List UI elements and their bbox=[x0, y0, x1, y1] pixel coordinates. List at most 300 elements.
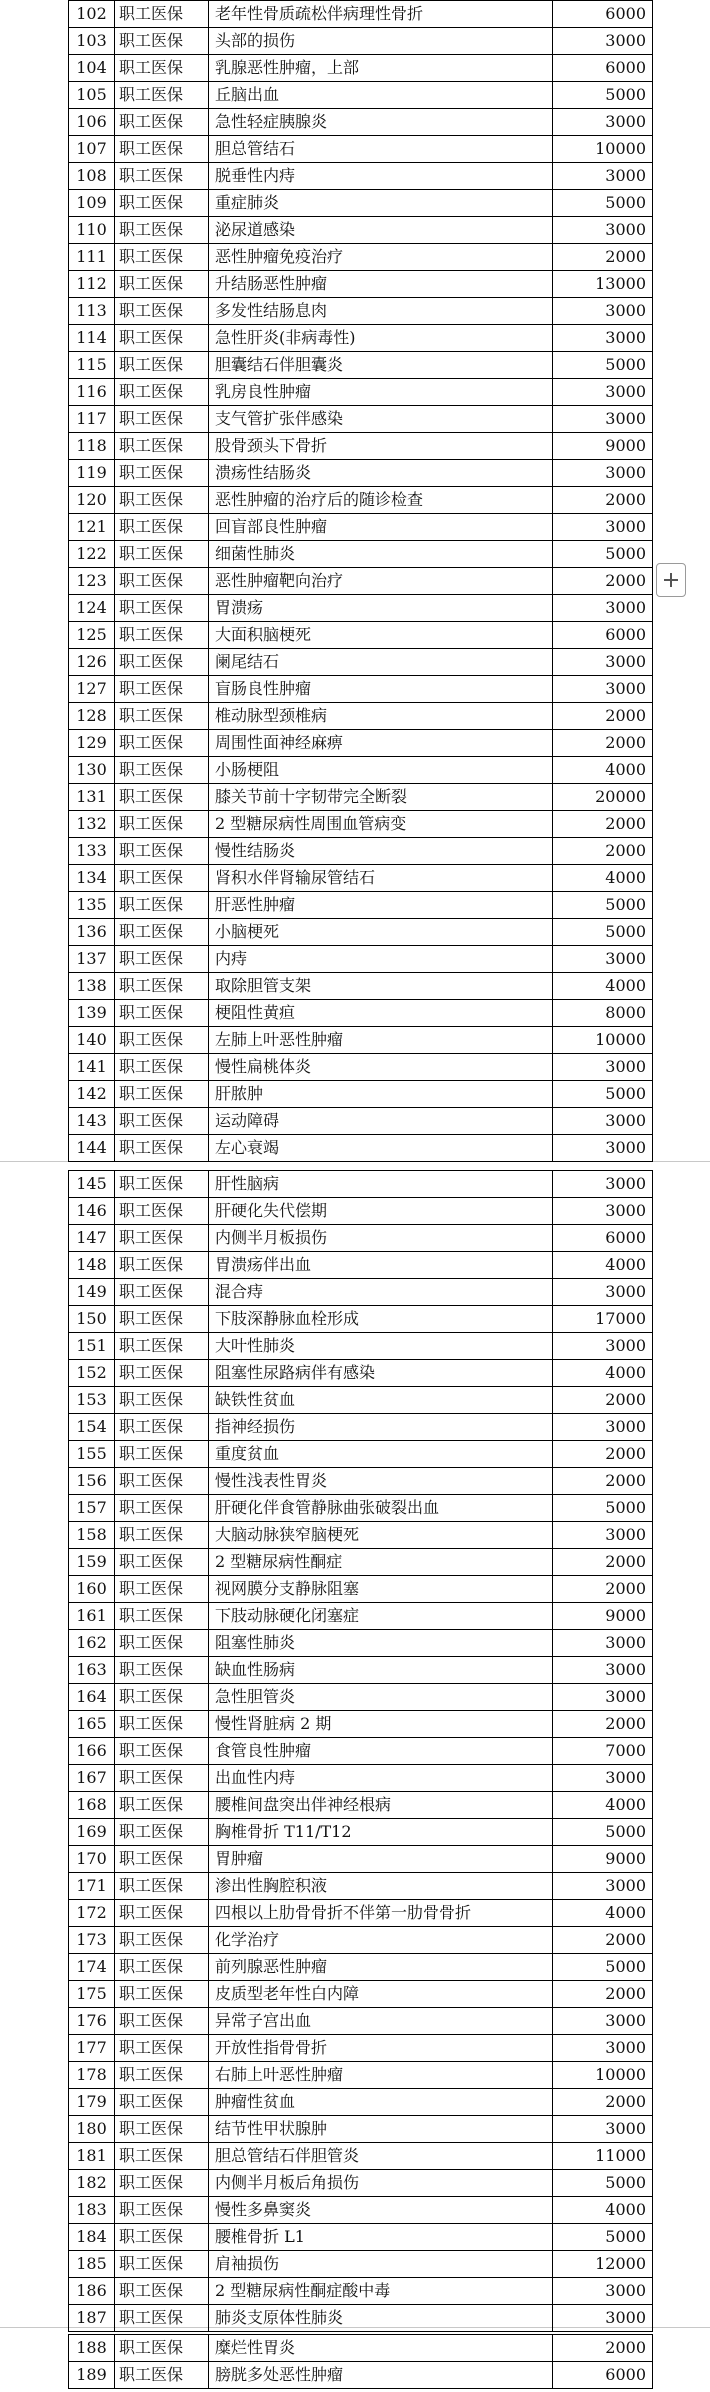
disease-name-cell: 胃溃疡 bbox=[209, 595, 553, 622]
insurance-type-cell: 职工医保 bbox=[115, 190, 209, 217]
row-number: 109 bbox=[69, 190, 115, 217]
amount-cell: 20000 bbox=[553, 784, 653, 811]
disease-name-cell: 肾积水伴肾输尿管结石 bbox=[209, 865, 553, 892]
table-row bbox=[69, 1027, 653, 1054]
insurance-type-cell: 职工医保 bbox=[115, 946, 209, 973]
disease-name-cell: 慢性浅表性胃炎 bbox=[209, 1468, 553, 1495]
insurance-type-cell: 职工医保 bbox=[115, 325, 209, 352]
amount-cell: 7000 bbox=[553, 1738, 653, 1765]
row-number: 150 bbox=[69, 1306, 115, 1333]
table-row bbox=[69, 1711, 653, 1738]
row-number: 124 bbox=[69, 595, 115, 622]
insurance-type-cell: 职工医保 bbox=[115, 1576, 209, 1603]
disease-name-cell: 2 型糖尿病性酮症 bbox=[209, 1549, 553, 1576]
amount-cell: 9000 bbox=[553, 1603, 653, 1630]
row-number: 116 bbox=[69, 379, 115, 406]
row-number: 175 bbox=[69, 1981, 115, 2008]
amount-cell: 2000 bbox=[553, 2335, 653, 2362]
insurance-type-cell: 职工医保 bbox=[115, 1603, 209, 1630]
cost-table bbox=[68, 1170, 653, 2332]
row-number: 167 bbox=[69, 1765, 115, 1792]
disease-name-cell: 2 型糖尿病性周围血管病变 bbox=[209, 811, 553, 838]
amount-cell: 3000 bbox=[553, 1333, 653, 1360]
insurance-type-cell: 职工医保 bbox=[115, 541, 209, 568]
disease-name-cell: 支气管扩张伴感染 bbox=[209, 406, 553, 433]
amount-cell: 4000 bbox=[553, 2197, 653, 2224]
amount-cell: 9000 bbox=[553, 433, 653, 460]
table-row bbox=[69, 1522, 653, 1549]
disease-name-cell: 乳腺恶性肿瘤，上部 bbox=[209, 55, 553, 82]
row-number: 160 bbox=[69, 1576, 115, 1603]
table-row bbox=[69, 1981, 653, 2008]
disease-name-cell: 阑尾结石 bbox=[209, 649, 553, 676]
insurance-type-cell: 职工医保 bbox=[115, 1135, 209, 1162]
row-number: 121 bbox=[69, 514, 115, 541]
insurance-type-cell: 职工医保 bbox=[115, 136, 209, 163]
insurance-type-cell: 职工医保 bbox=[115, 973, 209, 1000]
table-row bbox=[69, 82, 653, 109]
disease-name-cell: 肝恶性肿瘤 bbox=[209, 892, 553, 919]
row-number: 187 bbox=[69, 2305, 115, 2332]
insurance-type-cell: 职工医保 bbox=[115, 1333, 209, 1360]
amount-cell: 3000 bbox=[553, 1054, 653, 1081]
disease-name-cell: 取除胆管支架 bbox=[209, 973, 553, 1000]
amount-cell: 3000 bbox=[553, 1630, 653, 1657]
row-number: 127 bbox=[69, 676, 115, 703]
amount-cell: 6000 bbox=[553, 1, 653, 28]
table-row bbox=[69, 2035, 653, 2062]
amount-cell: 5000 bbox=[553, 1819, 653, 1846]
amount-cell: 4000 bbox=[553, 865, 653, 892]
table-row bbox=[69, 217, 653, 244]
insurance-type-cell: 职工医保 bbox=[115, 1738, 209, 1765]
table-row bbox=[69, 1387, 653, 1414]
insurance-type-cell: 职工医保 bbox=[115, 892, 209, 919]
amount-cell: 3000 bbox=[553, 2305, 653, 2332]
table-row bbox=[69, 460, 653, 487]
row-number: 143 bbox=[69, 1108, 115, 1135]
row-number: 102 bbox=[69, 1, 115, 28]
insurance-type-cell: 职工医保 bbox=[115, 1198, 209, 1225]
table-row bbox=[69, 1846, 653, 1873]
table-page-2 bbox=[68, 1170, 652, 2332]
row-number: 107 bbox=[69, 136, 115, 163]
amount-cell: 2000 bbox=[553, 1468, 653, 1495]
amount-cell: 2000 bbox=[553, 568, 653, 595]
disease-name-cell: 肿瘤性贫血 bbox=[209, 2089, 553, 2116]
disease-name-cell: 糜烂性胃炎 bbox=[209, 2335, 553, 2362]
amount-cell: 3000 bbox=[553, 109, 653, 136]
row-number: 171 bbox=[69, 1873, 115, 1900]
amount-cell: 17000 bbox=[553, 1306, 653, 1333]
insurance-type-cell: 职工医保 bbox=[115, 865, 209, 892]
row-number: 176 bbox=[69, 2008, 115, 2035]
amount-cell: 3000 bbox=[553, 1684, 653, 1711]
amount-cell: 5000 bbox=[553, 1954, 653, 1981]
row-number: 135 bbox=[69, 892, 115, 919]
table-row bbox=[69, 865, 653, 892]
disease-name-cell: 腰椎间盘突出伴神经根病 bbox=[209, 1792, 553, 1819]
row-number: 158 bbox=[69, 1522, 115, 1549]
insurance-type-cell: 职工医保 bbox=[115, 1927, 209, 1954]
disease-name-cell: 大面积脑梗死 bbox=[209, 622, 553, 649]
disease-name-cell: 急性肝炎(非病毒性) bbox=[209, 325, 553, 352]
insurance-type-cell: 职工医保 bbox=[115, 1360, 209, 1387]
table-row bbox=[69, 2062, 653, 2089]
insurance-type-cell: 职工医保 bbox=[115, 352, 209, 379]
table-row bbox=[69, 1279, 653, 1306]
row-number: 189 bbox=[69, 2362, 115, 2389]
insurance-type-cell: 职工医保 bbox=[115, 1387, 209, 1414]
amount-cell: 3000 bbox=[553, 1108, 653, 1135]
disease-name-cell: 食管良性肿瘤 bbox=[209, 1738, 553, 1765]
amount-cell: 2000 bbox=[553, 1981, 653, 2008]
amount-cell: 3000 bbox=[553, 2008, 653, 2035]
amount-cell: 5000 bbox=[553, 1081, 653, 1108]
amount-cell: 3000 bbox=[553, 2278, 653, 2305]
disease-name-cell: 内侧半月板后角损伤 bbox=[209, 2170, 553, 2197]
row-number: 173 bbox=[69, 1927, 115, 1954]
row-number: 155 bbox=[69, 1441, 115, 1468]
insurance-type-cell: 职工医保 bbox=[115, 1549, 209, 1576]
insurance-type-cell: 职工医保 bbox=[115, 460, 209, 487]
plus-icon bbox=[663, 572, 679, 588]
insurance-type-cell: 职工医保 bbox=[115, 838, 209, 865]
amount-cell: 2000 bbox=[553, 811, 653, 838]
row-number: 134 bbox=[69, 865, 115, 892]
amount-cell: 3000 bbox=[553, 1657, 653, 1684]
table-row bbox=[69, 973, 653, 1000]
disease-name-cell: 多发性结肠息肉 bbox=[209, 298, 553, 325]
disease-name-cell: 盲肠良性肿瘤 bbox=[209, 676, 553, 703]
table-row bbox=[69, 1495, 653, 1522]
row-number: 140 bbox=[69, 1027, 115, 1054]
disease-name-cell: 右肺上叶恶性肿瘤 bbox=[209, 2062, 553, 2089]
amount-cell: 5000 bbox=[553, 352, 653, 379]
amount-cell: 3000 bbox=[553, 2035, 653, 2062]
row-number: 172 bbox=[69, 1900, 115, 1927]
disease-name-cell: 泌尿道感染 bbox=[209, 217, 553, 244]
insurance-type-cell: 职工医保 bbox=[115, 1792, 209, 1819]
table-row bbox=[69, 784, 653, 811]
disease-name-cell: 开放性指骨骨折 bbox=[209, 2035, 553, 2062]
row-number: 178 bbox=[69, 2062, 115, 2089]
amount-cell: 8000 bbox=[553, 1000, 653, 1027]
table-row bbox=[69, 406, 653, 433]
row-number: 163 bbox=[69, 1657, 115, 1684]
table-row bbox=[69, 1684, 653, 1711]
row-number: 168 bbox=[69, 1792, 115, 1819]
row-number: 123 bbox=[69, 568, 115, 595]
table-row bbox=[69, 919, 653, 946]
amount-cell: 2000 bbox=[553, 487, 653, 514]
table-row bbox=[69, 55, 653, 82]
amount-cell: 12000 bbox=[553, 2251, 653, 2278]
insurance-type-cell: 职工医保 bbox=[115, 1873, 209, 1900]
table-row bbox=[69, 622, 653, 649]
amount-cell: 3000 bbox=[553, 28, 653, 55]
amount-cell: 4000 bbox=[553, 1360, 653, 1387]
disease-name-cell: 腰椎骨折 L1 bbox=[209, 2224, 553, 2251]
table-row bbox=[69, 1333, 653, 1360]
disease-name-cell: 升结肠恶性肿瘤 bbox=[209, 271, 553, 298]
row-number: 136 bbox=[69, 919, 115, 946]
insurance-type-cell: 职工医保 bbox=[115, 2362, 209, 2389]
disease-name-cell: 胸椎骨折 T11/T12 bbox=[209, 1819, 553, 1846]
row-number: 114 bbox=[69, 325, 115, 352]
table-row bbox=[69, 892, 653, 919]
disease-name-cell: 四根以上肋骨骨折不伴第一肋骨骨折 bbox=[209, 1900, 553, 1927]
insurance-type-cell: 职工医保 bbox=[115, 2008, 209, 2035]
row-number: 159 bbox=[69, 1549, 115, 1576]
disease-name-cell: 出血性内痔 bbox=[209, 1765, 553, 1792]
table-row bbox=[69, 1873, 653, 1900]
disease-name-cell: 视网膜分支静脉阻塞 bbox=[209, 1576, 553, 1603]
row-number: 120 bbox=[69, 487, 115, 514]
row-number: 165 bbox=[69, 1711, 115, 1738]
row-number: 126 bbox=[69, 649, 115, 676]
insurance-type-cell: 职工医保 bbox=[115, 595, 209, 622]
insurance-type-cell: 职工医保 bbox=[115, 1981, 209, 2008]
insurance-type-cell: 职工医保 bbox=[115, 1495, 209, 1522]
row-number: 138 bbox=[69, 973, 115, 1000]
amount-cell: 3000 bbox=[553, 649, 653, 676]
amount-cell: 4000 bbox=[553, 973, 653, 1000]
disease-name-cell: 乳房良性肿瘤 bbox=[209, 379, 553, 406]
amount-cell: 3000 bbox=[553, 595, 653, 622]
disease-name-cell: 肝脓肿 bbox=[209, 1081, 553, 1108]
insurance-type-cell: 职工医保 bbox=[115, 1, 209, 28]
amount-cell: 3000 bbox=[553, 379, 653, 406]
table-row bbox=[69, 1108, 653, 1135]
disease-name-cell: 下肢深静脉血栓形成 bbox=[209, 1306, 553, 1333]
insurance-type-cell: 职工医保 bbox=[115, 2062, 209, 2089]
amount-cell: 5000 bbox=[553, 1495, 653, 1522]
row-number: 137 bbox=[69, 946, 115, 973]
table-row bbox=[69, 649, 653, 676]
insurance-type-cell: 职工医保 bbox=[115, 919, 209, 946]
amount-cell: 4000 bbox=[553, 1792, 653, 1819]
disease-name-cell: 急性胆管炎 bbox=[209, 1684, 553, 1711]
disease-name-cell: 膀胱多处恶性肿瘤 bbox=[209, 2362, 553, 2389]
disease-name-cell: 左肺上叶恶性肿瘤 bbox=[209, 1027, 553, 1054]
amount-cell: 6000 bbox=[553, 2362, 653, 2389]
row-number: 153 bbox=[69, 1387, 115, 1414]
table-row bbox=[69, 1549, 653, 1576]
table-row bbox=[69, 325, 653, 352]
amount-cell: 10000 bbox=[553, 2062, 653, 2089]
disease-name-cell: 胃溃疡伴出血 bbox=[209, 1252, 553, 1279]
row-number: 144 bbox=[69, 1135, 115, 1162]
row-number: 146 bbox=[69, 1198, 115, 1225]
table-row bbox=[69, 1441, 653, 1468]
table-row bbox=[69, 946, 653, 973]
disease-name-cell: 周围性面神经麻痹 bbox=[209, 730, 553, 757]
insurance-type-cell: 职工医保 bbox=[115, 649, 209, 676]
insurance-type-cell: 职工医保 bbox=[115, 433, 209, 460]
table-row bbox=[69, 838, 653, 865]
disease-name-cell: 缺血性肠病 bbox=[209, 1657, 553, 1684]
insurance-type-cell: 职工医保 bbox=[115, 2089, 209, 2116]
row-number: 156 bbox=[69, 1468, 115, 1495]
table-row bbox=[69, 568, 653, 595]
insurance-type-cell: 职工医保 bbox=[115, 1900, 209, 1927]
row-number: 185 bbox=[69, 2251, 115, 2278]
row-number: 151 bbox=[69, 1333, 115, 1360]
disease-name-cell: 脱垂性内痔 bbox=[209, 163, 553, 190]
table-row bbox=[69, 2335, 653, 2362]
table-row bbox=[69, 1819, 653, 1846]
table-row bbox=[69, 1225, 653, 1252]
disease-name-cell: 肺炎支原体性肺炎 bbox=[209, 2305, 553, 2332]
row-number: 118 bbox=[69, 433, 115, 460]
table-row bbox=[69, 2278, 653, 2305]
table-row bbox=[69, 1576, 653, 1603]
amount-cell: 3000 bbox=[553, 1171, 653, 1198]
insurance-type-cell: 职工医保 bbox=[115, 2251, 209, 2278]
insurance-type-cell: 职工医保 bbox=[115, 1054, 209, 1081]
table-row bbox=[69, 109, 653, 136]
disease-name-cell: 重症肺炎 bbox=[209, 190, 553, 217]
disease-name-cell: 肝性脑病 bbox=[209, 1171, 553, 1198]
amount-cell: 3000 bbox=[553, 1279, 653, 1306]
disease-name-cell: 左心衰竭 bbox=[209, 1135, 553, 1162]
insurance-type-cell: 职工医保 bbox=[115, 2170, 209, 2197]
amount-cell: 3000 bbox=[553, 298, 653, 325]
table-row bbox=[69, 2251, 653, 2278]
insurance-type-cell: 职工医保 bbox=[115, 1657, 209, 1684]
disease-name-cell: 慢性多鼻窦炎 bbox=[209, 2197, 553, 2224]
disease-name-cell: 椎动脉型颈椎病 bbox=[209, 703, 553, 730]
row-number: 139 bbox=[69, 1000, 115, 1027]
insurance-type-cell: 职工医保 bbox=[115, 2224, 209, 2251]
cost-table bbox=[68, 0, 653, 1162]
row-number: 104 bbox=[69, 55, 115, 82]
row-number: 113 bbox=[69, 298, 115, 325]
table-row bbox=[69, 271, 653, 298]
row-number: 188 bbox=[69, 2335, 115, 2362]
amount-cell: 10000 bbox=[553, 1027, 653, 1054]
disease-name-cell: 前列腺恶性肿瘤 bbox=[209, 1954, 553, 1981]
row-number: 132 bbox=[69, 811, 115, 838]
table-row bbox=[69, 2170, 653, 2197]
disease-name-cell: 细菌性肺炎 bbox=[209, 541, 553, 568]
amount-cell: 10000 bbox=[553, 136, 653, 163]
table-row bbox=[69, 703, 653, 730]
row-number: 145 bbox=[69, 1171, 115, 1198]
disease-name-cell: 丘脑出血 bbox=[209, 82, 553, 109]
amount-cell: 3000 bbox=[553, 1765, 653, 1792]
table-row bbox=[69, 1135, 653, 1162]
row-number: 115 bbox=[69, 352, 115, 379]
table-row bbox=[69, 595, 653, 622]
row-number: 164 bbox=[69, 1684, 115, 1711]
insurance-type-cell: 职工医保 bbox=[115, 1846, 209, 1873]
insurance-type-cell: 职工医保 bbox=[115, 1081, 209, 1108]
disease-name-cell: 急性轻症胰腺炎 bbox=[209, 109, 553, 136]
table-row bbox=[69, 1000, 653, 1027]
amount-cell: 2000 bbox=[553, 1387, 653, 1414]
disease-name-cell: 大叶性肺炎 bbox=[209, 1333, 553, 1360]
row-number: 182 bbox=[69, 2170, 115, 2197]
row-number: 170 bbox=[69, 1846, 115, 1873]
table-row bbox=[69, 1198, 653, 1225]
row-number: 148 bbox=[69, 1252, 115, 1279]
amount-cell: 2000 bbox=[553, 730, 653, 757]
insurance-type-cell: 职工医保 bbox=[115, 1225, 209, 1252]
row-number: 133 bbox=[69, 838, 115, 865]
disease-name-cell: 缺铁性贫血 bbox=[209, 1387, 553, 1414]
table-row bbox=[69, 1306, 653, 1333]
disease-name-cell: 胆总管结石 bbox=[209, 136, 553, 163]
insurance-type-cell: 职工医保 bbox=[115, 1000, 209, 1027]
table-row bbox=[69, 2224, 653, 2251]
insurance-type-cell: 职工医保 bbox=[115, 2035, 209, 2062]
disease-name-cell: 小肠梗阻 bbox=[209, 757, 553, 784]
insurance-type-cell: 职工医保 bbox=[115, 1954, 209, 1981]
insurance-type-cell: 职工医保 bbox=[115, 217, 209, 244]
row-number: 152 bbox=[69, 1360, 115, 1387]
row-number: 147 bbox=[69, 1225, 115, 1252]
table-row bbox=[69, 2089, 653, 2116]
table-row bbox=[69, 1252, 653, 1279]
amount-cell: 3000 bbox=[553, 1414, 653, 1441]
table-row bbox=[69, 136, 653, 163]
insurance-type-cell: 职工医保 bbox=[115, 784, 209, 811]
amount-cell: 3000 bbox=[553, 1198, 653, 1225]
row-number: 117 bbox=[69, 406, 115, 433]
disease-name-cell: 混合痔 bbox=[209, 1279, 553, 1306]
amount-cell: 2000 bbox=[553, 1441, 653, 1468]
insurance-type-cell: 职工医保 bbox=[115, 730, 209, 757]
amount-cell: 6000 bbox=[553, 55, 653, 82]
insurance-type-cell: 职工医保 bbox=[115, 487, 209, 514]
disease-name-cell: 下肢动脉硬化闭塞症 bbox=[209, 1603, 553, 1630]
table-page-3 bbox=[68, 2334, 652, 2389]
row-number: 112 bbox=[69, 271, 115, 298]
row-number: 128 bbox=[69, 703, 115, 730]
table-row bbox=[69, 433, 653, 460]
disease-name-cell: 内痔 bbox=[209, 946, 553, 973]
table-row bbox=[69, 757, 653, 784]
amount-cell: 5000 bbox=[553, 919, 653, 946]
disease-name-cell: 皮质型老年性白内障 bbox=[209, 1981, 553, 2008]
insurance-type-cell: 职工医保 bbox=[115, 1252, 209, 1279]
amount-cell: 5000 bbox=[553, 2170, 653, 2197]
table-row bbox=[69, 28, 653, 55]
insurance-type-cell: 职工医保 bbox=[115, 109, 209, 136]
table-row bbox=[69, 730, 653, 757]
add-button[interactable] bbox=[656, 563, 686, 597]
insurance-type-cell: 职工医保 bbox=[115, 244, 209, 271]
amount-cell: 3000 bbox=[553, 946, 653, 973]
table-row bbox=[69, 1954, 653, 1981]
insurance-type-cell: 职工医保 bbox=[115, 1468, 209, 1495]
insurance-type-cell: 职工医保 bbox=[115, 82, 209, 109]
disease-name-cell: 内侧半月板损伤 bbox=[209, 1225, 553, 1252]
table-row bbox=[69, 2008, 653, 2035]
row-number: 154 bbox=[69, 1414, 115, 1441]
insurance-type-cell: 职工医保 bbox=[115, 1441, 209, 1468]
amount-cell: 2000 bbox=[553, 1576, 653, 1603]
table-row bbox=[69, 2197, 653, 2224]
disease-name-cell: 老年性骨质疏松伴病理性骨折 bbox=[209, 1, 553, 28]
disease-name-cell: 头部的损伤 bbox=[209, 28, 553, 55]
amount-cell: 3000 bbox=[553, 406, 653, 433]
insurance-type-cell: 职工医保 bbox=[115, 1027, 209, 1054]
insurance-type-cell: 职工医保 bbox=[115, 1522, 209, 1549]
table-row bbox=[69, 1657, 653, 1684]
